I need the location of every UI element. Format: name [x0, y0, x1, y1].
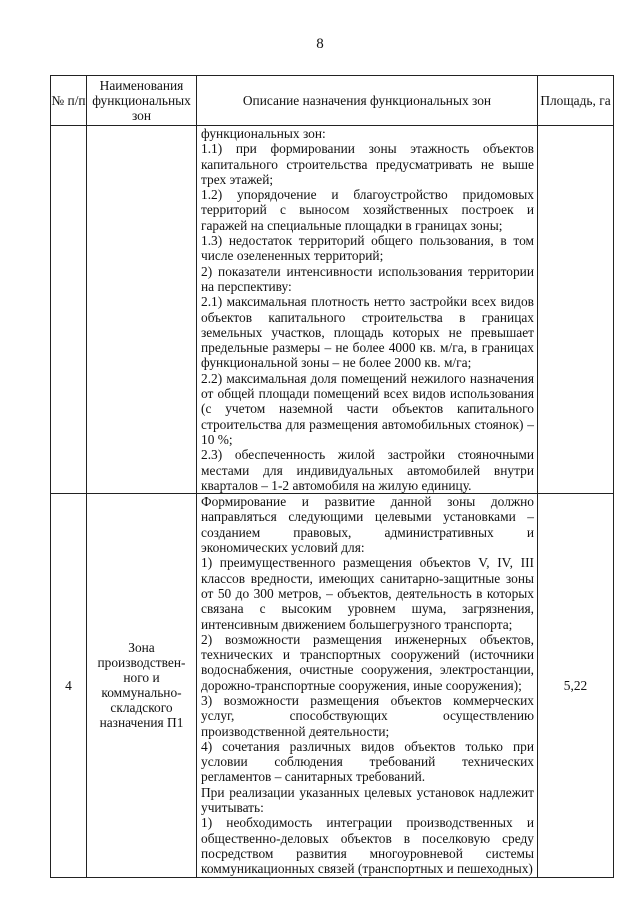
desc-line: При реализации указанных целевых установок надлежит учитывать: — [201, 784, 534, 816]
desc-line: 2) показатели интенсивности использования территории на перспективу: — [201, 263, 534, 294]
desc-line: 2) возможности размещения инженерных объектов, технических и транспортных сооружений (источники водоснабжения, очистные сооружения, электростанции, дорожно-транспортные сооружения, иные сооружения); — [201, 631, 534, 693]
cell-name-empty — [87, 126, 197, 494]
header-zone-name: Наименования функциональных зон — [87, 76, 197, 126]
functional-zones-table — [50, 75, 614, 878]
cell-area: 5,22 — [538, 494, 614, 877]
cell-description — [197, 494, 538, 877]
desc-line: 1) необходимость интеграции производственных и общественно-деловых объектов в поселковую среду посредством развития многоуровневой системы коммуникационных связей (транспортных и пешеходных) — [201, 815, 534, 877]
desc-line: 2.1) максимальная плотность нетто застройки всех видов объектов капитального строительства в границах земельных участков, площадь которых не превышает предельные размеры – не более 4000 кв. м/га, в границах функциональной зоны – не более 2000 кв. м/га; — [201, 294, 534, 371]
table-header-row — [51, 76, 614, 126]
cell-num: 4 — [51, 494, 87, 877]
header-num: № п/п — [51, 76, 87, 126]
desc-line: 2.2) максимальная доля помещений нежилого назначения от общей площади помещений всех видов использования (с учетом наземной части объектов капитального строительства для размещения автомобильных стоянок) – 10 %; — [201, 370, 534, 447]
table-row-zone-4 — [51, 494, 614, 877]
desc-line: 4) сочетания различных видов объектов только при условии соблюдения требований технических регламентов – санитарных требований. — [201, 738, 534, 785]
desc-line: 1.1) при формировании зоны этажность объектов капитального строительства предусматривать не выше трех этажей; — [201, 141, 534, 187]
table-row-continued — [51, 126, 614, 494]
header-description: Описание назначения функциональных зон — [197, 76, 538, 126]
page-number: 8 — [316, 36, 324, 52]
desc-line: функциональных зон: — [201, 126, 326, 141]
desc-line: 1.2) упорядочение и благоустройство придомовых территорий с выносом хозяйственных построек и гаражей на специальные площадки в границах зоны; — [201, 187, 534, 233]
desc-line: 2.3) обеспеченность жилой застройки стояночными местами для индивидуальных автомобилей внутри кварталов – 1-2 автомобиля на жилую единицу. — [201, 447, 534, 493]
cell-area-empty — [538, 126, 614, 494]
header-area: Площадь, га — [538, 76, 614, 126]
cell-zone-name: Зона производствен-ного и коммунально-складского назначения П1 — [87, 494, 197, 877]
cell-num-empty — [51, 126, 87, 494]
desc-line: 3) возможности размещения объектов коммерческих услуг, способствующих осуществлению производственной деятельности; — [201, 692, 534, 739]
cell-description-continued — [197, 126, 538, 494]
desc-line: Формирование и развитие данной зоны должно направляться следующими целевыми установками – созданием правовых, административных и экономических условий для: — [201, 494, 534, 556]
desc-line: 1.3) недостаток территорий общего пользования, в том числе озелененных территорий; — [201, 233, 534, 264]
desc-line: 1) преимущественного размещения объектов V, IV, III классов вредности, имеющих санитарно-защитные зоны от 50 до 300 метров, – объектов, деятельность в которых связана с высоким уровнем шума, загрязнения, интенсивным движением большегрузного транспорта; — [201, 555, 534, 632]
